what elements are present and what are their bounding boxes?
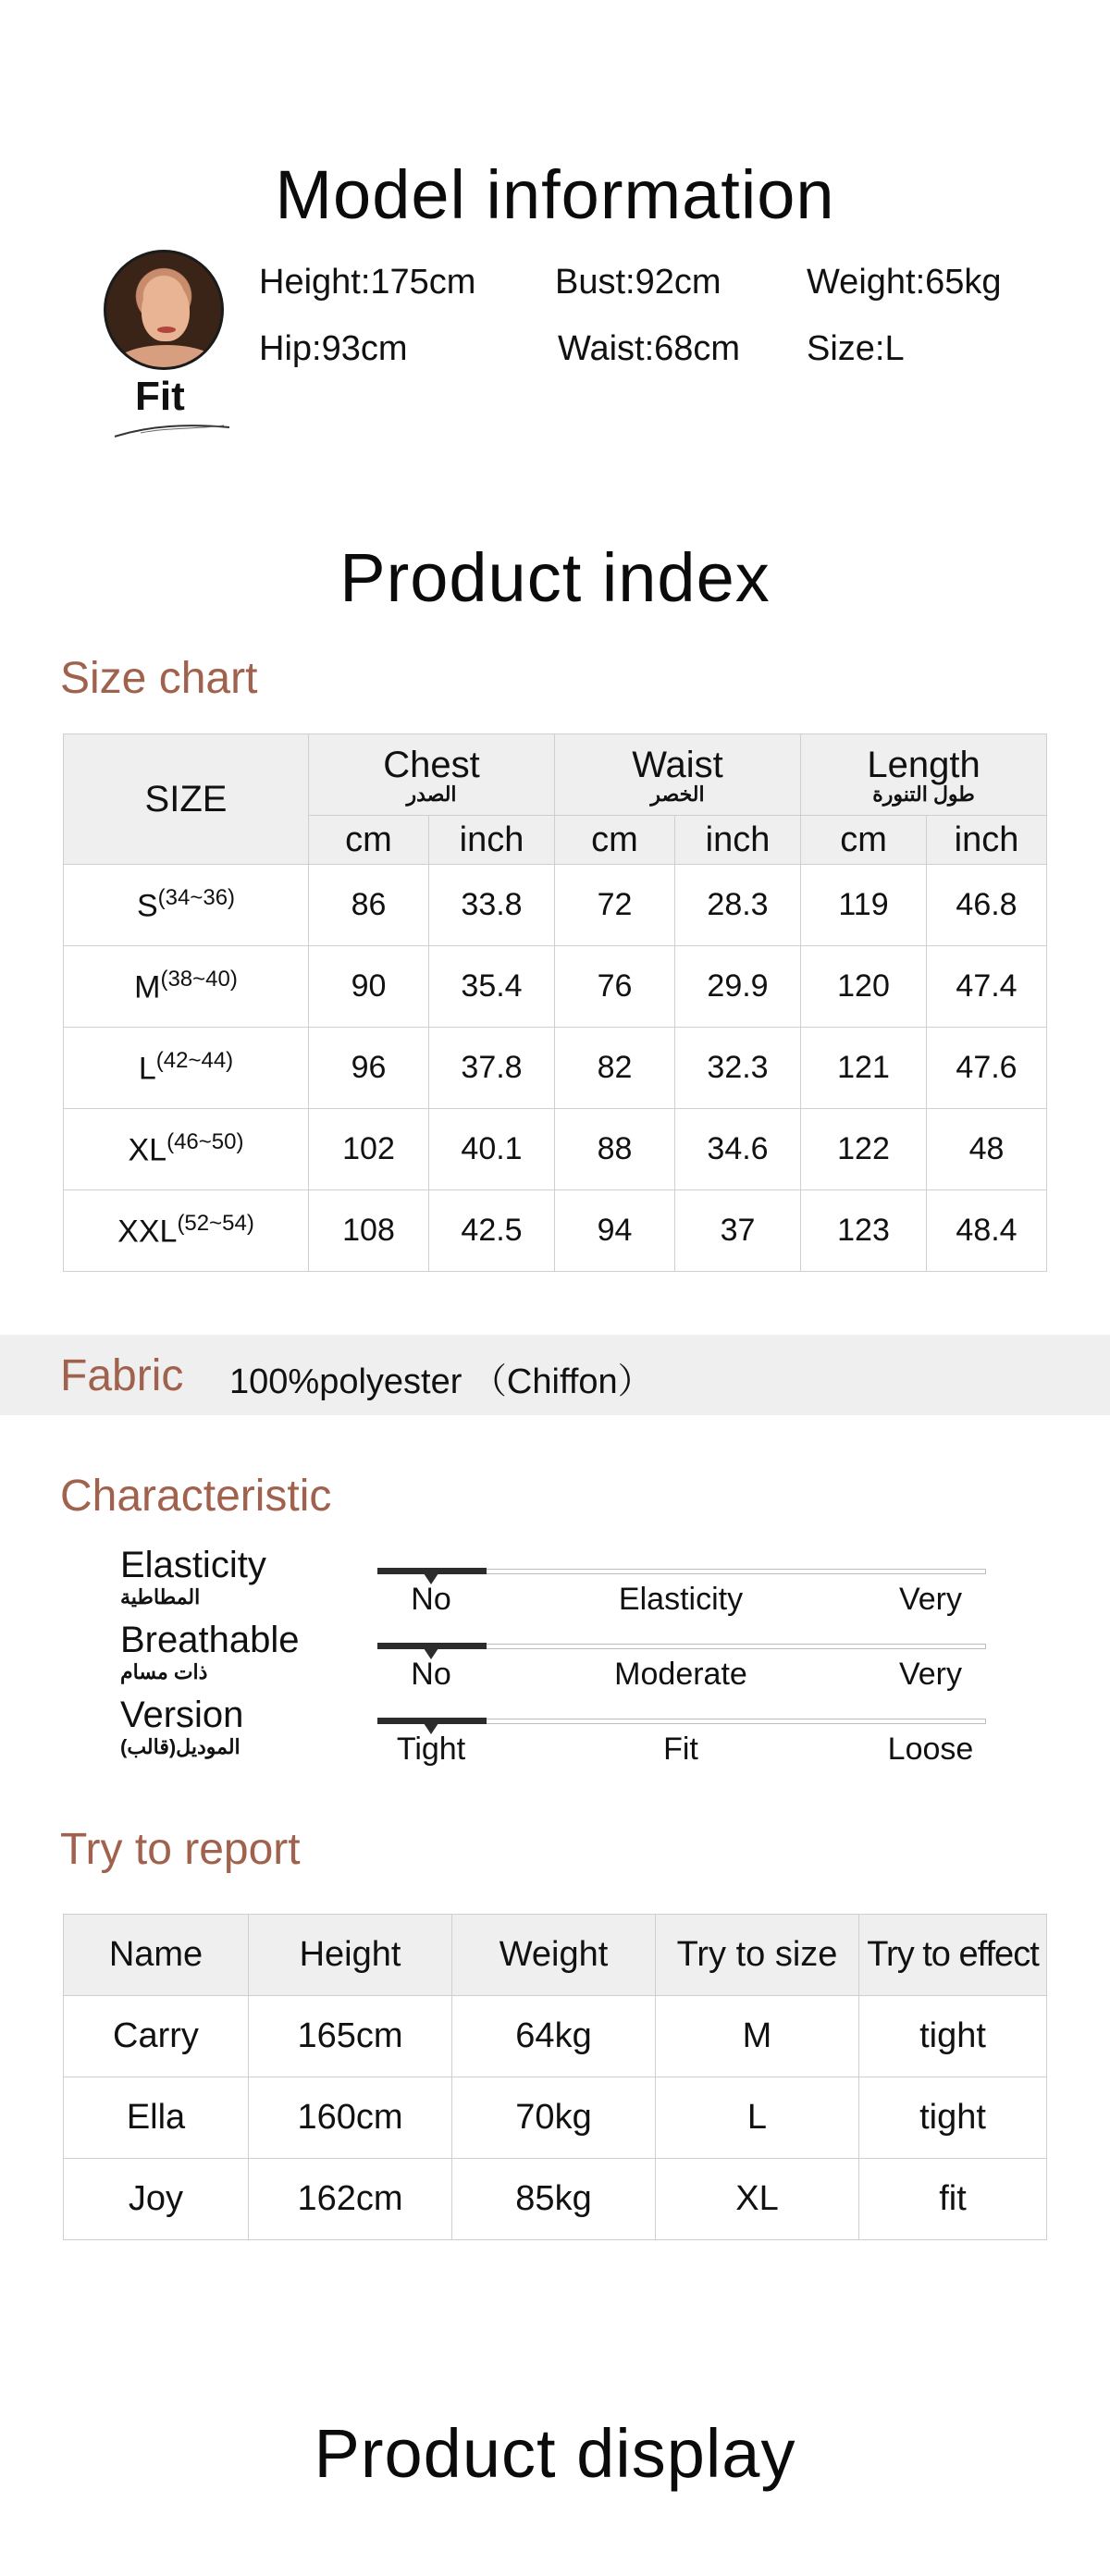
table-cell: 28.3 bbox=[675, 865, 801, 946]
chest-arabic: الصدر bbox=[406, 783, 457, 806]
size-letter: S bbox=[136, 888, 158, 924]
table-cell: 47.6 bbox=[927, 1028, 1047, 1109]
table-cell: 102 bbox=[309, 1109, 429, 1190]
breathable-arabic: ذات مسام bbox=[120, 1660, 208, 1683]
table-row bbox=[64, 2159, 1047, 2240]
table-cell: 40.1 bbox=[429, 1109, 555, 1190]
table-row bbox=[64, 1996, 1047, 2077]
version-arabic: الموديل(قالب) bbox=[120, 1735, 240, 1758]
unit-header: cm bbox=[801, 816, 927, 865]
table-row bbox=[64, 1190, 1047, 1272]
table-cell: 82 bbox=[555, 1028, 675, 1109]
waist-arabic: الخصر bbox=[650, 783, 705, 806]
size-letter: L bbox=[138, 1051, 156, 1087]
table-cell: 90 bbox=[309, 946, 429, 1028]
table-cell: 122 bbox=[801, 1109, 927, 1190]
column-header: Try to effect bbox=[859, 1915, 1047, 1996]
table-cell: 70kg bbox=[452, 2077, 656, 2159]
elasticity-low-label: No bbox=[411, 1582, 451, 1617]
column-header: Weight bbox=[452, 1915, 656, 1996]
unit-header: inch bbox=[429, 816, 555, 865]
model-hip: Hip:93cm bbox=[259, 329, 408, 368]
table-cell: 123 bbox=[801, 1190, 927, 1272]
table-cell: 121 bbox=[801, 1028, 927, 1109]
table-cell: 85kg bbox=[452, 2159, 656, 2240]
length-arabic: طول التنورة bbox=[872, 783, 975, 806]
avatar-lips bbox=[157, 327, 176, 333]
unit-header: inch bbox=[675, 816, 801, 865]
size-cell bbox=[64, 1109, 309, 1190]
size-cell bbox=[64, 946, 309, 1028]
size-chart-heading: Size chart bbox=[60, 654, 258, 703]
size-range: (42~44) bbox=[155, 1048, 234, 1074]
size-letter: XL bbox=[128, 1132, 167, 1168]
waist-label: Waist bbox=[632, 745, 723, 785]
table-row bbox=[64, 2077, 1047, 2159]
table-cell: 29.9 bbox=[675, 946, 801, 1028]
column-header: Height bbox=[249, 1915, 452, 1996]
table-cell: 48.4 bbox=[927, 1190, 1047, 1272]
product-display-title: Product display bbox=[314, 2415, 796, 2492]
size-cell bbox=[64, 1028, 309, 1109]
table-cell: 34.6 bbox=[675, 1109, 801, 1190]
table-cell: 88 bbox=[555, 1109, 675, 1190]
version-label: Version bbox=[120, 1695, 244, 1735]
size-letter: XXL bbox=[117, 1214, 178, 1250]
size-chart-table bbox=[63, 733, 1047, 1272]
table-cell: 120 bbox=[801, 946, 927, 1028]
model-information-title: Model information bbox=[275, 156, 835, 233]
chest-label: Chest bbox=[383, 745, 480, 785]
version-mid-label: Fit bbox=[663, 1732, 698, 1767]
size-range: (52~54) bbox=[177, 1211, 254, 1237]
table-cell: 37.8 bbox=[429, 1028, 555, 1109]
table-cell: 86 bbox=[309, 865, 429, 946]
table-cell: 47.4 bbox=[927, 946, 1047, 1028]
size-range: (38~40) bbox=[160, 967, 238, 992]
table-cell: 108 bbox=[309, 1190, 429, 1272]
fabric-label: Fabric bbox=[60, 1351, 184, 1400]
breathable-high-label: Very bbox=[898, 1657, 963, 1692]
unit-header: inch bbox=[927, 816, 1047, 865]
characteristic-heading: Characteristic bbox=[60, 1472, 332, 1521]
table-cell: tight bbox=[859, 1996, 1047, 2077]
column-header: Name bbox=[64, 1915, 249, 1996]
table-cell: 32.3 bbox=[675, 1028, 801, 1109]
elasticity-high-label: Very bbox=[898, 1582, 963, 1617]
avatar-shoulders bbox=[116, 345, 217, 370]
table-cell: 162cm bbox=[249, 2159, 452, 2240]
table-cell: 35.4 bbox=[429, 946, 555, 1028]
chest-header bbox=[309, 734, 555, 816]
table-cell: fit bbox=[859, 2159, 1047, 2240]
model-waist: Waist:68cm bbox=[558, 329, 741, 368]
size-letter: M bbox=[134, 969, 161, 1005]
table-cell: Carry bbox=[64, 1996, 249, 2077]
breathable-label: Breathable bbox=[120, 1620, 300, 1660]
elasticity-mid-label: Elasticity bbox=[618, 1582, 744, 1617]
table-cell: 48 bbox=[927, 1109, 1047, 1190]
size-range: (34~36) bbox=[157, 885, 236, 911]
waist-header bbox=[555, 734, 801, 816]
table-cell: 37 bbox=[675, 1190, 801, 1272]
product-index-title: Product index bbox=[339, 539, 771, 616]
model-avatar bbox=[104, 250, 224, 370]
table-cell: Ella bbox=[64, 2077, 249, 2159]
table-cell: 33.8 bbox=[429, 865, 555, 946]
try-report-heading: Try to report bbox=[60, 1825, 301, 1874]
size-cell bbox=[64, 865, 309, 946]
table-cell: XL bbox=[656, 2159, 859, 2240]
table-cell: L bbox=[656, 2077, 859, 2159]
model-weight: Weight:65kg bbox=[807, 263, 1002, 302]
table-cell: 42.5 bbox=[429, 1190, 555, 1272]
model-bust: Bust:92cm bbox=[555, 263, 722, 302]
breathable-mid-label: Moderate bbox=[614, 1657, 747, 1692]
table-cell: 72 bbox=[555, 865, 675, 946]
try-report-table bbox=[63, 1914, 1047, 2240]
elasticity-arabic: المطاطية bbox=[120, 1585, 201, 1608]
model-height: Height:175cm bbox=[259, 263, 476, 302]
table-cell: 64kg bbox=[452, 1996, 656, 2077]
version-low-label: Tight bbox=[396, 1732, 466, 1767]
table-cell: 46.8 bbox=[927, 865, 1047, 946]
fit-logo-label: Fit bbox=[135, 374, 185, 419]
model-size: Size:L bbox=[807, 329, 905, 368]
table-row bbox=[64, 1109, 1047, 1190]
size-header: SIZE bbox=[64, 734, 309, 865]
table-cell: tight bbox=[859, 2077, 1047, 2159]
table-cell: 119 bbox=[801, 865, 927, 946]
unit-header: cm bbox=[309, 816, 429, 865]
version-high-label: Loose bbox=[887, 1732, 974, 1767]
table-cell: 76 bbox=[555, 946, 675, 1028]
table-cell: 96 bbox=[309, 1028, 429, 1109]
table-cell: 160cm bbox=[249, 2077, 452, 2159]
fabric-value: 100%polyester （Chiffon） bbox=[229, 1362, 653, 1401]
length-header bbox=[801, 734, 1047, 816]
table-cell: 94 bbox=[555, 1190, 675, 1272]
table-cell: Joy bbox=[64, 2159, 249, 2240]
elasticity-label: Elasticity bbox=[120, 1545, 266, 1585]
column-header: Try to size bbox=[656, 1915, 859, 1996]
table-cell: 165cm bbox=[249, 1996, 452, 2077]
size-cell bbox=[64, 1190, 309, 1272]
table-row bbox=[64, 1028, 1047, 1109]
table-row bbox=[64, 865, 1047, 946]
table-cell: M bbox=[656, 1996, 859, 2077]
unit-header: cm bbox=[555, 816, 675, 865]
table-header-row bbox=[64, 1915, 1047, 1996]
size-range: (46~50) bbox=[166, 1129, 244, 1155]
table-row bbox=[64, 946, 1047, 1028]
breathable-low-label: No bbox=[411, 1657, 451, 1692]
length-label: Length bbox=[867, 745, 980, 785]
fit-swoosh-icon bbox=[113, 414, 233, 442]
